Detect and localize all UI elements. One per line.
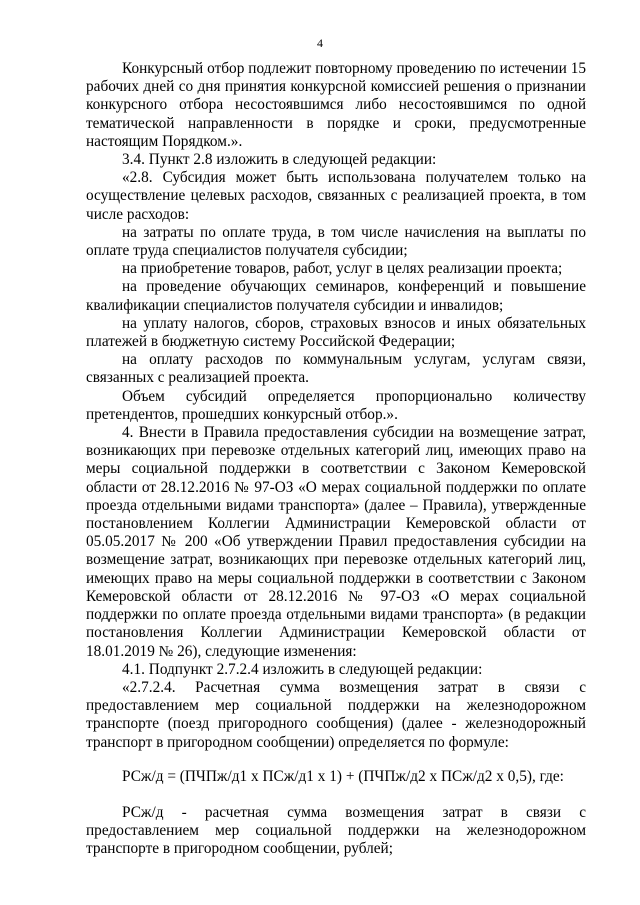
paragraph-item-4-1: 4.1. Подпункт 2.7.2.4 изложить в следующей редакции: xyxy=(122,660,483,678)
formula: РСж/д = (ПЧПж/д1 x ПСж/д1 x 1) + (ПЧПж/д2 x ПСж/д2 x 0,5), где: xyxy=(122,767,564,785)
page-number: 4 xyxy=(317,36,323,50)
paragraph-seminars: на проведение обучающих семинаров, конференций и повышение квалификации специалистов получателя субсидии и инвалидов; xyxy=(86,278,586,314)
paragraph-utilities: на оплату расходов по коммунальным услугам, услугам связи, связанных с реализацией проекта. xyxy=(86,351,586,387)
paragraph-competition-repeat: Конкурсный отбор подлежит повторному проведению по истечении 15 рабочих дней со дня принятия конкурсной комиссией решения о признании конкурсного отбора несостоявшимся либо несостоявшимся по одной тематической направленности в порядке и сроки, предусмотренные настоящим Порядком.». xyxy=(86,60,586,150)
document-body xyxy=(86,60,586,859)
paragraph-item-2-8: «2.8. Субсидия может быть использована получателем только на осуществление целевых расходов, связанных с реализацией проекта, в том числе расходов: xyxy=(86,169,586,223)
paragraph-goods-purchase: на приобретение товаров, работ, услуг в целях реализации проекта; xyxy=(122,260,563,278)
paragraph-item-2-7-2-4: «2.7.2.4. Расчетная сумма возмещения затрат в связи с предоставлением мер социальной поддержки на железнодорожном транспорте (поезд пригородного сообщения) (далее - железнодорожный транспорт в пригородном сообщении) определяется по формуле: xyxy=(86,678,586,751)
paragraph-definition: РСж/д - расчетная сумма возмещения затрат в связи с предоставлением мер социальной поддержки на железнодорожном транспорте в пригородном сообщении, рублей; xyxy=(86,803,586,858)
paragraph-taxes: на уплату налогов, сборов, страховых взносов и иных обязательных платежей в бюджетную систему Российской Федерации; xyxy=(86,314,586,351)
paragraph-item-4-rules: 4. Внести в Правила предоставления субсидии на возмещение затрат, возникающих при перевозке отдельных категорий лиц, имеющих право на меры социальной поддержки в соответствии с Законом Кемеровской области от 28.12.2016 № 97-ОЗ «О мерах социальной поддержки по оплате проезда отдельными видами транспорта» (далее – Правила), утвержденные постановлением Коллегии Администрации Кемеровской области от 05.05.2017 № 200 «Об утверждении Правил предоставления субсидии на возмещение затрат, возникающих при перевозке отдельных категорий лиц, имеющих право на меры социальной поддержки в соответствии с Законом Кемеровской области от 28.12.2016 № 97-ОЗ «О мерах социальной поддержки по оплате проезда отдельными видами транспорта» (в редакции постановления Коллегии Администрации Кемеровской области от 18.01.2019 № 26), следующие изменения: xyxy=(86,424,586,660)
paragraph-labor-costs: на затраты по оплате труда, в том числе начисления на выплаты по оплате труда специалистов получателя субсидии; xyxy=(86,223,586,260)
paragraph-item-3-4: 3.4. Пункт 2.8 изложить в следующей редакции: xyxy=(122,151,437,169)
paragraph-subsidy-volume: Объем субсидий определяется пропорционально количеству претендентов, прошедших конкурсный отбор.». xyxy=(86,387,586,423)
